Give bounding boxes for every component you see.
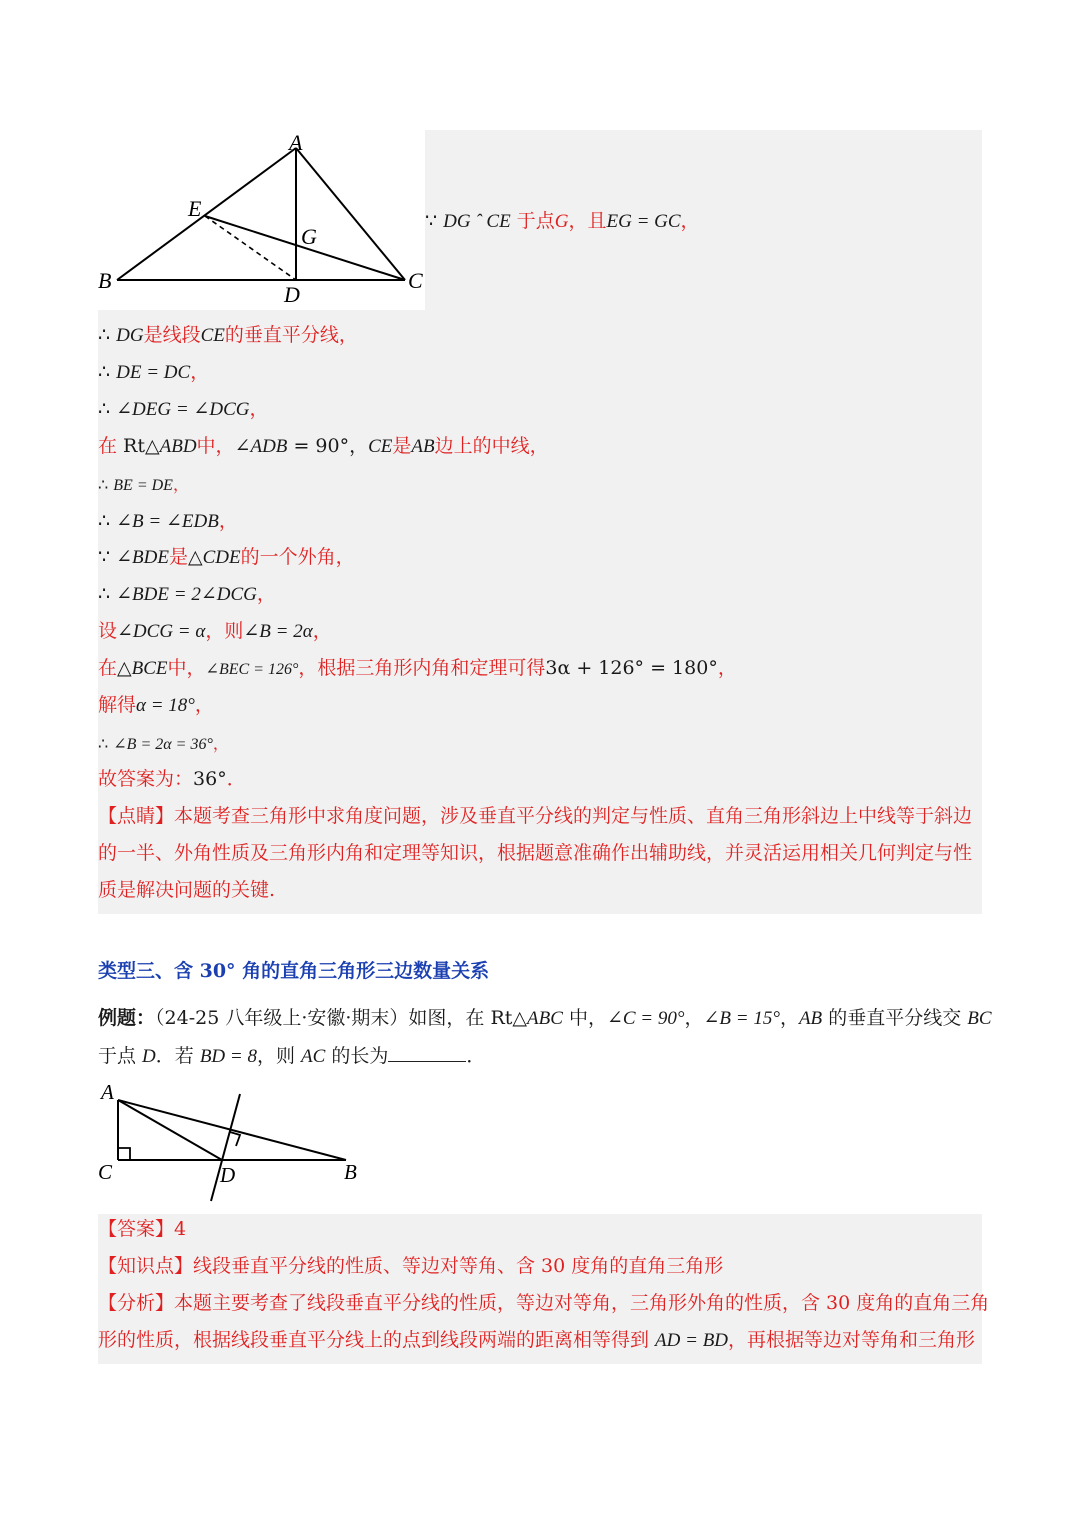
label-d: D [284, 282, 300, 307]
solution-line-12: ∴ ∠B = 2α = 36°， [98, 734, 229, 753]
example-line-2: 于点 D．若 BD = 8，则 AC 的长为 ． [98, 1045, 486, 1067]
solution-line-4: 在 Rt△ABD中，∠ADB = 90°，CE是AB边上的中线， [98, 435, 549, 457]
solution-line-6: ∴ ∠B = ∠EDB， [98, 510, 238, 532]
label-c: C [408, 268, 423, 293]
solution-line-10: 在△BCE中，∠BEC = 126°，根据三角形内角和定理可得3α + 126° = 180°， [98, 657, 737, 679]
solution-line-11: 解得α = 18°， [98, 694, 214, 716]
answer-blank [388, 1043, 466, 1062]
solution-line-2: ∴ DE = DC， [98, 361, 210, 383]
solution-line-13: 故答案为：36°． [98, 768, 246, 790]
commentary-line-1: 【点睛】本题考查三角形中求角度问题，涉及垂直平分线的判定与性质、直角三角形斜边上中线等于斜边 [98, 805, 973, 827]
solution-line-0: ∵ DG ˆ CE 于点G，且EG = GC， [425, 210, 700, 232]
commentary-line-2: 的一半、外角性质及三角形内角和定理等知识，根据题意准确作出辅助线，并灵活运用相关几何判定与性 [98, 842, 973, 864]
label-b2: B [344, 1160, 357, 1184]
label-g: G [301, 224, 317, 249]
solution-line-1: ∴ DG是线段CE的垂直平分线， [98, 324, 358, 346]
solution-line-8: ∴ ∠BDE = 2∠DCG， [98, 583, 276, 605]
figure-right-triangle [98, 1078, 368, 1206]
commentary-line-3: 质是解决问题的关键. [98, 879, 276, 901]
figure-triangle-abc [98, 130, 425, 310]
solution-line-9: 设∠DCG = α，则∠B = 2α， [98, 620, 332, 642]
solution-line-3: ∴ ∠DEG = ∠DCG， [98, 398, 269, 420]
solution-line-5: ∴ BE = DE， [98, 475, 189, 494]
analysis-line-1: 【分析】本题主要考查了线段垂直平分线的性质，等边对等角，三角形外角的性质，含 30 度角的直角三角 [98, 1292, 990, 1314]
label-d2: D [220, 1163, 236, 1187]
knowledge-point-line: 【知识点】线段垂直平分线的性质、等边对等角、含 30 度角的直角三角形 [98, 1255, 724, 1277]
label-b: B [98, 268, 112, 293]
analysis-line-2: 形的性质，根据线段垂直平分线上的点到线段两端的距离相等得到 AD = BD，再根据等边对等角和三角形 [98, 1329, 976, 1351]
section-title: 类型三、含 30° 角的直角三角形三边数量关系 [98, 960, 490, 982]
label-c2: C [98, 1160, 113, 1184]
label-e: E [188, 196, 202, 221]
triangle-diagram [98, 130, 425, 310]
solution-line-7: ∵ ∠BDE是△CDE的一个外角， [98, 546, 355, 568]
example-line-1: 例题：（24-25 八年级上·安徽·期末）如图，在 Rt△ABC 中，∠C = 90°，∠B = 15°，AB 的垂直平分线交 BC [98, 1007, 992, 1029]
label-a: A [289, 130, 303, 155]
right-triangle-diagram [98, 1078, 368, 1206]
label-a2: A [101, 1080, 114, 1104]
answer-line: 【答案】4 [98, 1218, 187, 1240]
